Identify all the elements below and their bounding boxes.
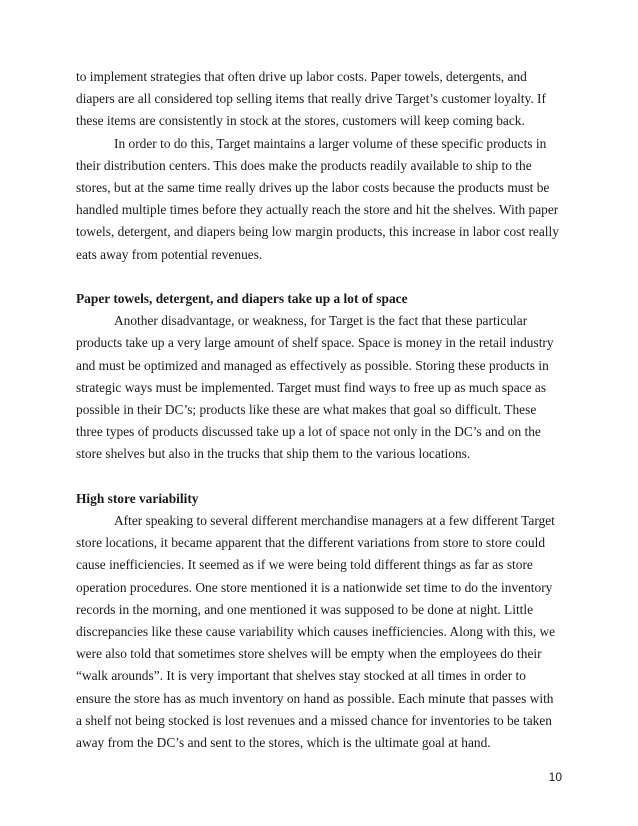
paragraph-spacer [76, 266, 562, 288]
document-body [76, 66, 562, 754]
section-heading: High store variability [76, 490, 199, 506]
body-paragraph: Another disadvantage, or weakness, for Target is the fact that these particular products take up a very large amount of shelf space. Space is money in the retail industry and must be optimized and managed as effectively as possible. Storing these products in strategic ways must be implemented. Target must find ways to free up as much space as possible in their DC’s; products like these are what makes that goal so difficult. These three types of products discussed take up a lot of space not only in the DC’s and on the store shelves but also in the trucks that ship them to the various locations. [76, 313, 554, 462]
section-heading: Paper towels, detergent, and diapers take up a lot of space [76, 291, 408, 307]
body-paragraph: In order to do this, Target maintains a larger volume of these specific products in their distribution centers. This does make the products readily available to ship to the stores, but at the same time really drives up the labor costs because the products must be handled multiple times before they actually reach the store and hit the shelves. With paper towels, detergent, and diapers being low margin products, this increase in labor cost really eats away from potential revenues. [76, 135, 559, 262]
page-number: 10 [548, 770, 562, 784]
body-paragraph: After speaking to several different merchandise managers at a few different Target store locations, it became apparent that the different variations from store to store could cause inefficiencies. It seemed as if we were being told different things as far as store operation procedures. One store mentioned it is a nationwide set time to do the inventory records in the morning, and one mentioned it was supposed to be done at night. Little discrepancies like these cause variability which causes inefficiencies. Along with this, we were also told that sometimes store shelves will be empty when the employees do their “walk arounds”. It is very important that shelves stay stocked at all times in order to ensure the store has as much inventory on hand as possible. Each minute that passes with a shelf not being stocked is lost revenues and a missed chance for inventories to be taken away from the DC’s and sent to the stores, which is the ultimate goal at hand. [76, 513, 556, 751]
paragraph-spacer [76, 466, 562, 488]
body-paragraph: to implement strategies that often drive up labor costs. Paper towels, detergents, and diapers are all considered top selling items that really drive Target’s customer loyalty. If these items are consistently in stock at the stores, customers will keep coming back. [76, 69, 546, 129]
